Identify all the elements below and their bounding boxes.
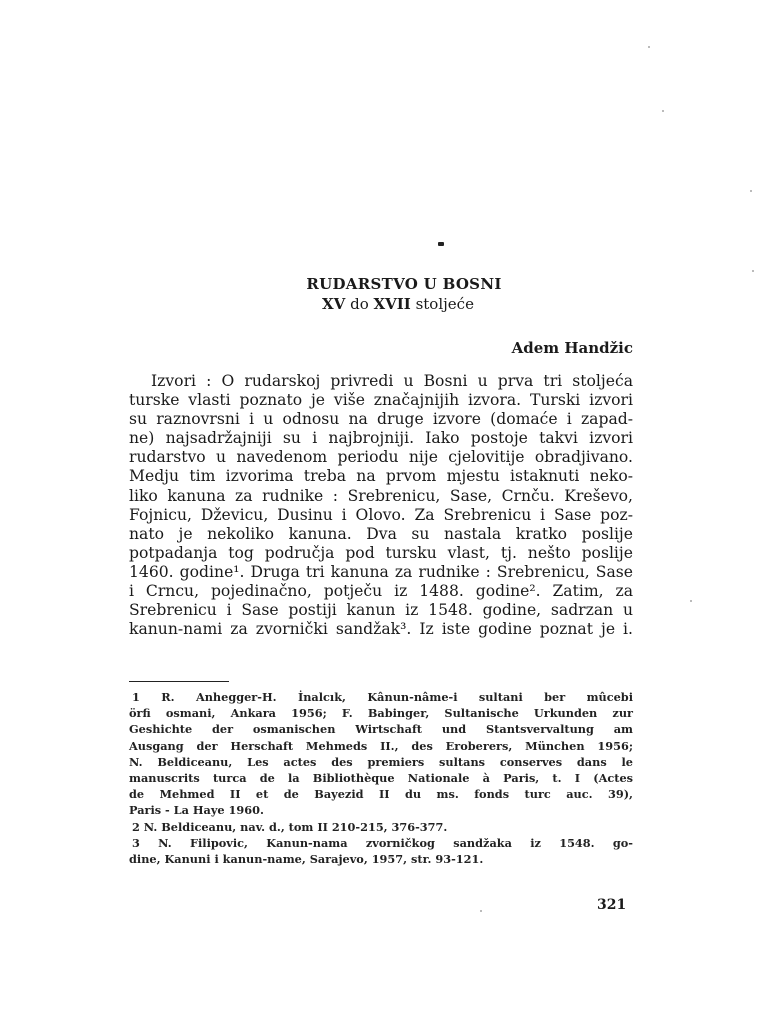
page-number: 321 <box>597 897 627 913</box>
footnote-line: 2 N. Beldiceanu, nav. d., tom II 210-215, 376-377. <box>132 819 448 834</box>
scan-noise <box>662 110 664 112</box>
body-line: nato je nekoliko kanuna. Dva su nastala kratko poslije <box>129 524 633 543</box>
body-line: potpadanja tog područja pod tursku vlast, tj. nešto poslije <box>129 543 633 562</box>
subtitle-connector: do <box>345 295 374 313</box>
footnote-line: 1 R. Anhegger-H. İnalcık, Kânun-nâme-i sultani ber mûcebi <box>132 690 633 704</box>
footnote-line: N. Beldiceanu, Les actes des premiers sultans conserves dans le <box>129 754 633 769</box>
subtitle-century-start: XV <box>322 295 346 313</box>
footnote-line: Geshichte der osmanischen Wirtschaft und Stantsvervaltung am <box>129 722 633 737</box>
author-name: Adem Handžic <box>511 339 633 357</box>
footnote-line: örfi osmani, Ankara 1956; F. Babinger, Sultanische Urkunden zur <box>129 706 633 721</box>
scan-noise <box>648 46 650 48</box>
footnote-line: Ausgang der Herschaft Mehmeds II., des Eroberers, München 1956; <box>129 738 633 753</box>
scan-noise <box>480 910 482 912</box>
body-line: Fojnicu, Dževicu, Dusinu i Olovo. Za Srebrenicu i Sase poz- <box>129 505 633 524</box>
footnotes <box>129 689 633 867</box>
body-line: Medju tim izvorima treba na prvom mjestu istaknuti neko- <box>129 467 633 486</box>
article-title <box>0 275 768 313</box>
body-line: Izvori : O rudarskoj privredi u Bosni u prva tri stoljeća <box>151 372 633 390</box>
footnote-line: 3 N. Filipovic, Kanun-nama zvorničkog sandžaka iz 1548. go- <box>132 835 633 850</box>
body-line: liko kanuna za rudnike : Srebrenicu, Sase, Crnču. Kreševo, <box>129 486 633 505</box>
title-main: RUDARSTVO U BOSNI <box>306 275 502 293</box>
body-paragraph <box>129 372 633 639</box>
body-line: su raznovrsni i u odnosu na druge izvore (domaće i zapad- <box>129 410 633 429</box>
footnote-line: de Mehmed II et de Bayezid II du ms. fonds turc auc. 39), <box>129 787 633 802</box>
body-line: turske vlasti poznato je više značajnijih izvora. Turski izvori <box>129 391 633 410</box>
subtitle-suffix: stoljeće <box>410 295 474 313</box>
scan-noise <box>752 270 754 272</box>
body-line: rudarstvo u navedenom periodu nije cjelovitije obradjivano. <box>129 448 633 467</box>
body-line: ne) najsadržajniji su i najbrojniji. Iako postoje takvi izvori <box>129 429 633 448</box>
title-subtitle <box>28 295 768 313</box>
ink-speck <box>438 242 444 246</box>
body-line: 1460. godine¹. Druga tri kanuna za rudnike : Srebrenicu, Sase <box>129 562 633 581</box>
body-line: i Crncu, pojedinačno, potječu iz 1488. godine². Zatim, za <box>129 582 633 601</box>
footnote-line: dine, Kanuni i kanun-name, Sarajevo, 1957, str. 93-121. <box>129 852 484 867</box>
footnote-line: manuscrits turca de la Bibliothèque Nationale à Paris, t. I (Actes <box>129 771 633 786</box>
footnote-line: Paris - La Haye 1960. <box>129 803 264 818</box>
scan-noise <box>690 600 692 602</box>
body-line: kanun-nami za zvornički sandžak³. Iz iste godine poznat je i. <box>129 620 633 639</box>
footnote-divider <box>129 681 229 682</box>
body-line: Srebrenicu i Sase postiji kanun iz 1548. godine, sadrzan u <box>129 601 633 620</box>
subtitle-century-end: XVII <box>373 295 411 313</box>
scan-noise <box>750 190 752 192</box>
